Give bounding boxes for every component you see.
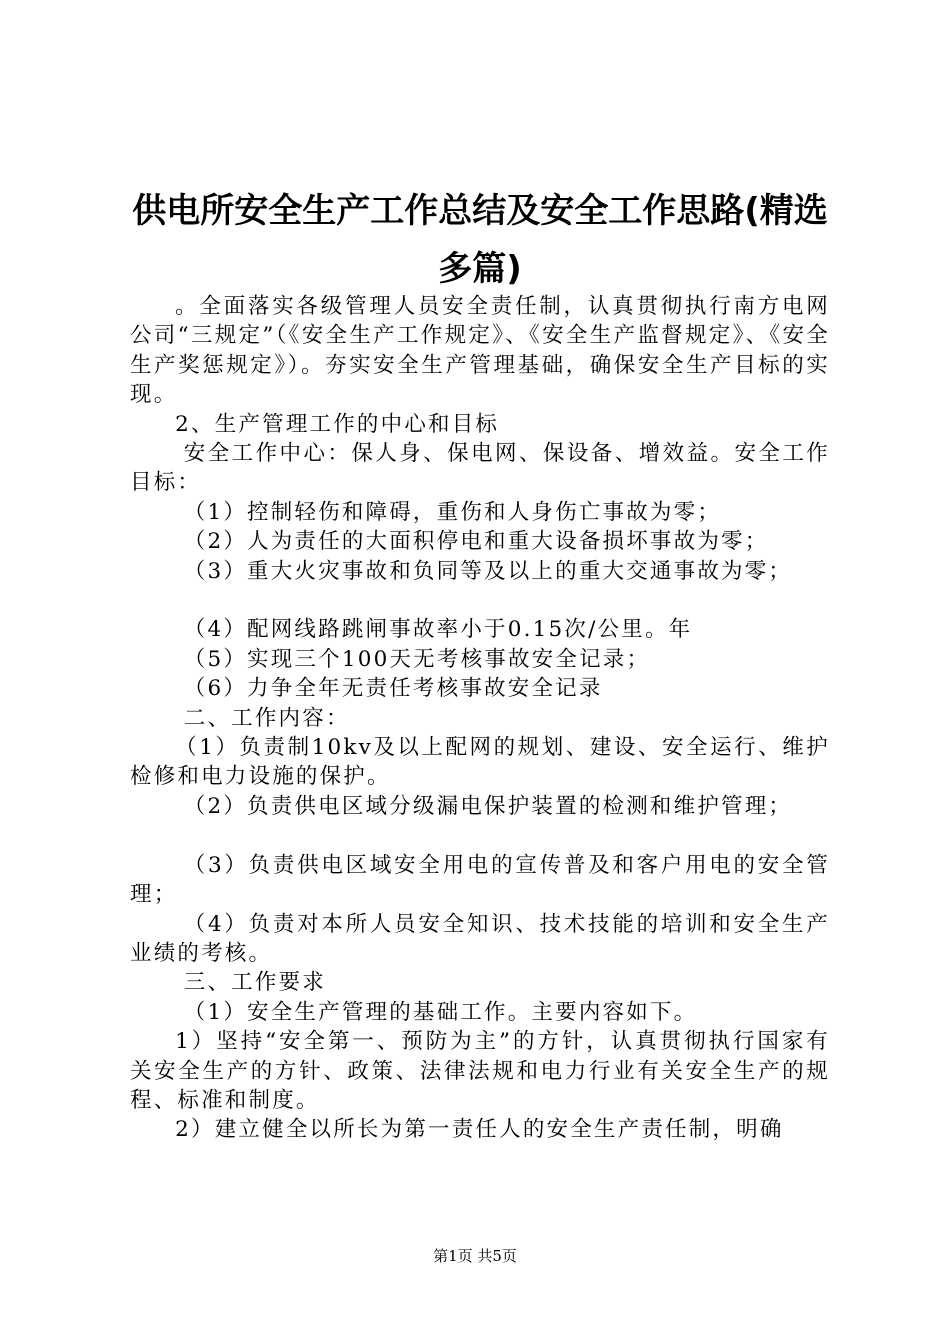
page-footer: 第1页 共5页 [433,1247,517,1265]
blank-line [130,586,830,615]
list-item: （1）控制轻伤和障碍，重伤和人身伤亡事故为零； [183,499,722,525]
list-item: （5）实现三个100天无考核事故安全记录； [183,646,651,672]
paragraph: 。全面落实各级管理人员安全责任制，认真贯彻执行南方电网公司“三规定”（《安全生产工作规定》、《安全生产监督规定》、《安全生产奖惩规定》）。夯实安全生产管理基础，确保安全生产目标的实现。 [130,294,830,408]
list-item: （6）力争全年无责任考核事故安全记录 [183,676,603,702]
list-item: （4）配网线路跳闸事故率小于0.15次/公里。年 [183,617,693,643]
list-item: （3）重大火灾事故和负同等及以上的重大交通事故为零； [183,558,793,584]
list-item: （2）人为责任的大面积停电和重大设备损坏事故为零； [183,529,769,555]
paragraph: （1）安全生产管理的基础工作。主要内容如下。 [183,999,698,1025]
paragraph: 2）建立健全以所长为第一责任人的安全生产责任制，明确 [175,1117,784,1143]
paragraph: （3）负责供电区域安全用电的宣传普及和客户用电的安全管理； [130,852,830,908]
document-body [130,292,830,1145]
paragraph: （4）负责对本所人员安全知识、技术技能的培训和安全生产业绩的考核。 [130,911,830,966]
section-heading: 二、工作内容： [183,705,350,731]
paragraph: （1）负责制10kv及以上配网的规划、建设、安全运行、维护检修和电力设施的保护。 [130,735,830,790]
section-heading: 三、工作要求 [183,970,326,996]
blank-line [130,821,830,850]
paragraph: 安全工作中心：保人身、保电网、保设备、增效益。安全工作目标： [130,441,830,496]
paragraph: 1）坚持“安全第一、预防为主”的方针，认真贯彻执行国家有关安全生产的方针、政策、法律法规和电力行业有关安全生产的规程、标准和制度。 [130,1029,830,1113]
paragraph: 2、生产管理工作的中心和目标 [175,411,500,437]
document-title: 供电所安全生产工作总结及安全工作思路(精选多篇) [132,191,828,289]
paragraph: （2）负责供电区域分级漏电保护装置的检测和维护管理； [183,793,793,819]
